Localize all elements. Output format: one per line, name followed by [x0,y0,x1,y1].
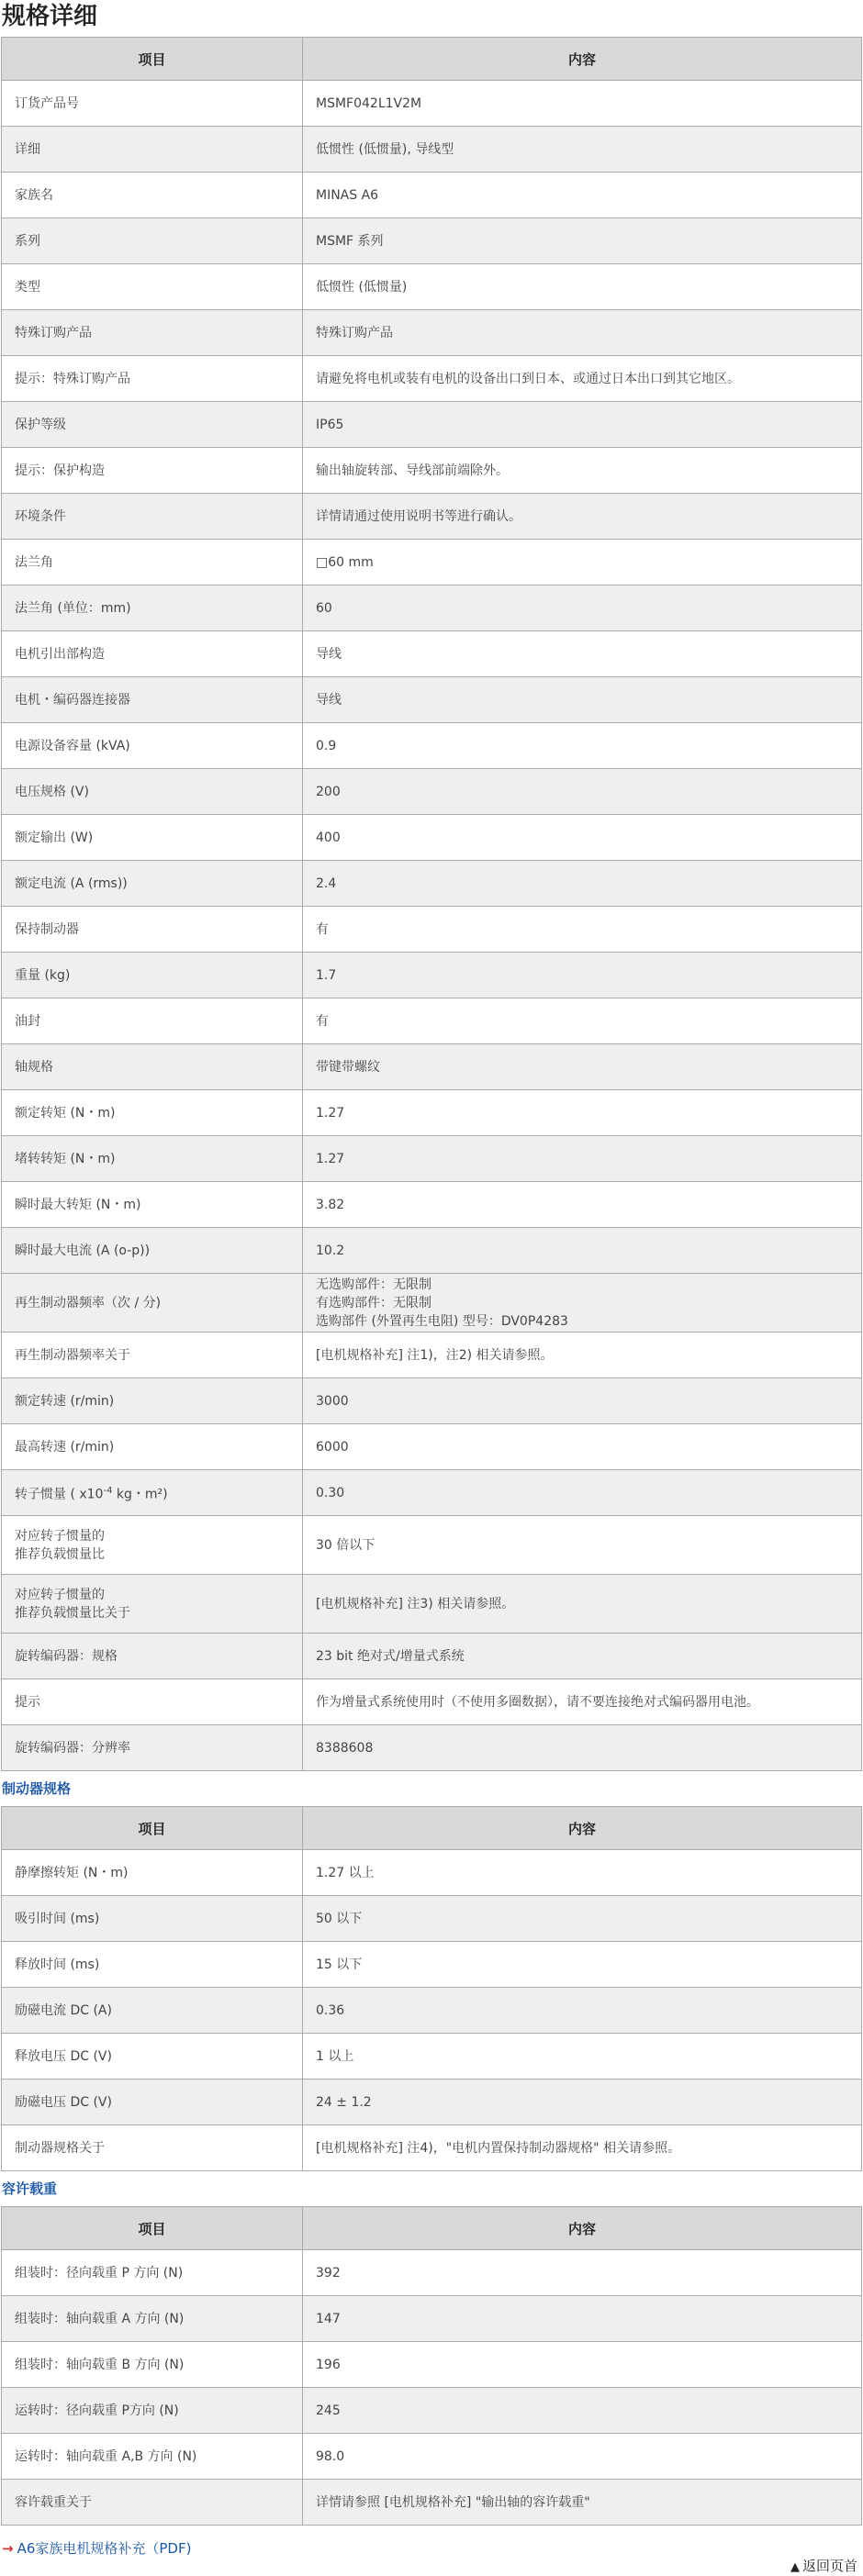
row-value: 2.4 [303,861,862,907]
row-label: 对应转子惯量的 推荐负载惯量比关于 [2,1575,303,1634]
row-label: 法兰角 (单位：mm) [2,585,303,631]
row-value: IP65 [303,402,862,448]
table-row [2,907,862,953]
row-value: □60 mm [303,540,862,585]
table-row [2,540,862,585]
row-value: 200 [303,769,862,815]
row-value: MSMF 系列 [303,218,862,264]
table-row [2,1470,862,1516]
table-row [2,448,862,494]
row-value: 147 [303,2296,862,2342]
table-row [2,1679,862,1725]
row-label: 励磁电压 DC (V) [2,2080,303,2125]
row-value: 23 bit 绝对式/增量式系统 [303,1634,862,1679]
table-row [2,310,862,356]
table-row [2,1378,862,1424]
table-row [2,585,862,631]
row-value: [电机规格补充] 注1)，注2) 相关请参照。 [303,1333,862,1378]
row-value: 低惯性 (低惯量) [303,264,862,310]
row-label: 额定输出 (W) [2,815,303,861]
table-row [2,2434,862,2480]
row-value: 1.7 [303,953,862,998]
row-value: 3.82 [303,1182,862,1228]
table-row [2,861,862,907]
table-row [2,402,862,448]
row-label: 旋转编码器：规格 [2,1634,303,1679]
row-value: [电机规格补充] 注4)，"电机内置保持制动器规格" 相关请参照。 [303,2125,862,2171]
row-label: 订货产品号 [2,81,303,127]
table-row [2,1333,862,1378]
table-row [2,1274,862,1333]
row-label: 最高转速 (r/min) [2,1424,303,1470]
row-value: 1.27 [303,1136,862,1182]
pdf-link[interactable]: → A6家族电机规格补充（PDF) [2,2540,192,2557]
row-value: 带键带螺纹 [303,1044,862,1090]
row-label: 额定转速 (r/min) [2,1378,303,1424]
table-row [2,2388,862,2434]
row-label: 保持制动器 [2,907,303,953]
row-label: 电源设备容量 (kVA) [2,723,303,769]
row-value: 24 ± 1.2 [303,2080,862,2125]
table-row [2,1988,862,2034]
row-label: 家族名 [2,173,303,218]
row-label: 轴规格 [2,1044,303,1090]
column-header-item: 项目 [2,38,303,81]
row-value: 392 [303,2250,862,2296]
row-label: 保护等级 [2,402,303,448]
spec-table [1,37,862,1771]
row-value: 导线 [303,677,862,723]
row-value: 245 [303,2388,862,2434]
row-value: 8388608 [303,1725,862,1771]
column-header-content: 内容 [303,38,862,81]
row-label: 提示 [2,1679,303,1725]
row-label: 特殊订购产品 [2,310,303,356]
row-value: 400 [303,815,862,861]
row-value: 作为增量式系统使用时（不使用多圈数据），请不要连接绝对式编码器用电池。 [303,1679,862,1725]
row-label: 释放电压 DC (V) [2,2034,303,2080]
row-label: 运转时：轴向载重 A,B 方向 (N) [2,2434,303,2480]
row-value: 详情请参照 [电机规格补充] "输出轴的容许载重" [303,2480,862,2526]
back-to-top-link[interactable]: ▲ 返回页首 [790,2558,857,2574]
row-label: 容许载重关于 [2,2480,303,2526]
row-value: 1 以上 [303,2034,862,2080]
table-row [2,1228,862,1274]
row-value: 无选购部件：无限制 有选购部件：无限制 选购部件 (外置再生电阻) 型号：DV0P4283 [303,1274,862,1333]
row-value: [电机规格补充] 注3) 相关请参照。 [303,1575,862,1634]
table-row [2,81,862,127]
row-value: 请避免将电机或装有电机的设备出口到日本、或通过日本出口到其它地区。 [303,356,862,402]
row-value: 低惯性 (低惯量), 导线型 [303,127,862,173]
table-row [2,127,862,173]
table-row [2,1424,862,1470]
column-header-content: 内容 [303,1807,862,1850]
row-value: 详情请通过使用说明书等进行确认。 [303,494,862,540]
load-section-title: 容许载重 [2,2180,58,2197]
table-row [2,2342,862,2388]
row-label: 法兰角 [2,540,303,585]
row-value: 0.9 [303,723,862,769]
page-title: 规格详细 [2,3,98,30]
table-row [2,998,862,1044]
row-label: 转子惯量 ( $x10^{-4}$ kg・m²) [2,1470,303,1516]
row-label: 提示：保护构造 [2,448,303,494]
brake-section-title: 制动器规格 [2,1780,72,1797]
row-label: 组装时：轴向载重 B 方向 (N) [2,2342,303,2388]
row-label: 瞬时最大转矩 (N・m) [2,1182,303,1228]
table-row [2,1044,862,1090]
table-row [2,2250,862,2296]
table-row [2,1182,862,1228]
row-value: MSMF042L1V2M [303,81,862,127]
row-value: 0.30 [303,1470,862,1516]
row-label: 瞬时最大电流 (A (o-p)) [2,1228,303,1274]
row-label: 吸引时间 (ms) [2,1896,303,1942]
table-row [2,218,862,264]
row-label: 再生制动器频率（次 / 分) [2,1274,303,1333]
table-row [2,2480,862,2526]
row-value: 特殊订购产品 [303,310,862,356]
row-value: 导线 [303,631,862,677]
table-row [2,2125,862,2171]
row-label: 重量 (kg) [2,953,303,998]
arrow-right-icon: → [2,2540,14,2557]
row-label: 堵转转矩 (N・m) [2,1136,303,1182]
row-label: 制动器规格关于 [2,2125,303,2171]
row-value: 196 [303,2342,862,2388]
table-row [2,1725,862,1771]
row-value: 1.27 [303,1090,862,1136]
row-value: 有 [303,907,862,953]
row-label: 静摩擦转矩 (N・m) [2,1850,303,1896]
row-label: 释放时间 (ms) [2,1942,303,1988]
arrow-up-icon: ▲ [790,2560,800,2574]
row-label: 额定电流 (A (rms)) [2,861,303,907]
table-row [2,1575,862,1634]
row-label: 电机・编码器连接器 [2,677,303,723]
table-row [2,264,862,310]
table-row [2,1850,862,1896]
table-row [2,1896,862,1942]
row-value: 50 以下 [303,1896,862,1942]
table-row [2,1090,862,1136]
brake-table [1,1806,862,2171]
row-label: 对应转子惯量的 推荐负载惯量比 [2,1516,303,1575]
table-row [2,677,862,723]
table-row [2,2080,862,2125]
row-value: 0.36 [303,1988,862,2034]
table-row [2,1136,862,1182]
row-value: 输出轴旋转部、导线部前端除外。 [303,448,862,494]
table-row [2,769,862,815]
table-row [2,173,862,218]
table-row [2,1516,862,1575]
row-value: 30 倍以下 [303,1516,862,1575]
table-row [2,356,862,402]
row-value: 3000 [303,1378,862,1424]
row-label: 运转时：径向载重 P方向 (N) [2,2388,303,2434]
row-value: 15 以下 [303,1942,862,1988]
table-row [2,953,862,998]
column-header-item: 项目 [2,1807,303,1850]
table-row [2,1634,862,1679]
row-label: 额定转矩 (N・m) [2,1090,303,1136]
row-label: 油封 [2,998,303,1044]
table-row [2,815,862,861]
table-row [2,723,862,769]
row-label: 励磁电流 DC (A) [2,1988,303,2034]
row-label: 旋转编码器：分辨率 [2,1725,303,1771]
table-row [2,494,862,540]
row-label: 电压规格 (V) [2,769,303,815]
row-value: 60 [303,585,862,631]
column-header-item: 项目 [2,2207,303,2250]
table-row [2,1942,862,1988]
row-label: 再生制动器频率关于 [2,1333,303,1378]
load-table [1,2206,862,2526]
table-row [2,2296,862,2342]
row-value: MINAS A6 [303,173,862,218]
row-value: 6000 [303,1424,862,1470]
table-row [2,631,862,677]
row-value: 1.27 以上 [303,1850,862,1896]
row-value: 有 [303,998,862,1044]
table-row [2,2034,862,2080]
row-label: 类型 [2,264,303,310]
row-label: 环境条件 [2,494,303,540]
column-header-content: 内容 [303,2207,862,2250]
row-label: 提示：特殊订购产品 [2,356,303,402]
row-label: 组装时：径向载重 P 方向 (N) [2,2250,303,2296]
row-label: 电机引出部构造 [2,631,303,677]
row-value: 10.2 [303,1228,862,1274]
row-label: 组装时：轴向载重 A 方向 (N) [2,2296,303,2342]
row-label: 系列 [2,218,303,264]
row-value: 98.0 [303,2434,862,2480]
row-label: 详细 [2,127,303,173]
